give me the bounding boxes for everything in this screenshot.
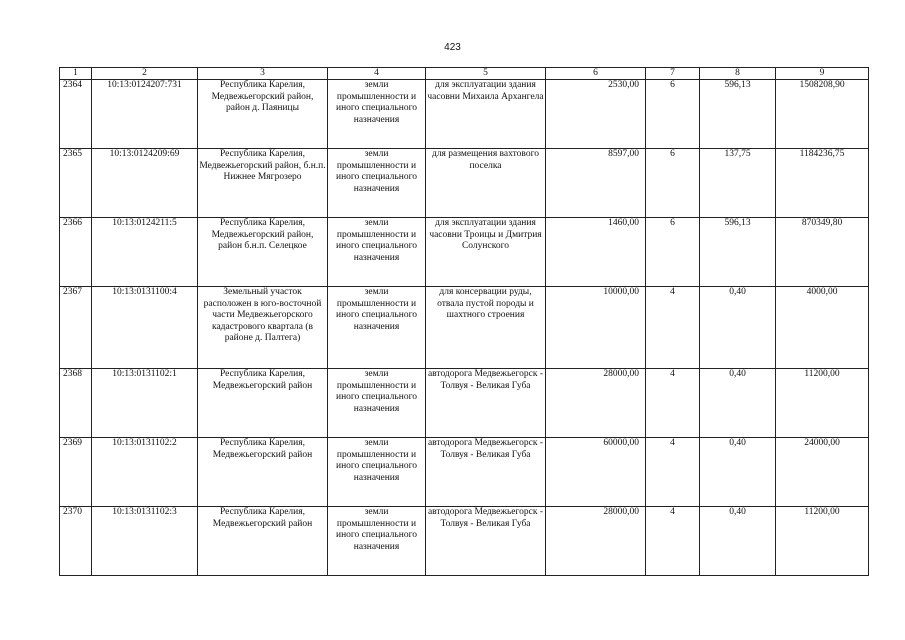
table-row <box>60 218 869 287</box>
column-header: 9 <box>776 68 869 80</box>
table-row <box>60 149 869 218</box>
specific-value-cell: 0,40 <box>700 438 776 507</box>
row-number-cell: 2367 <box>60 287 92 369</box>
cadastral-value-cell: 11200,00 <box>776 507 869 576</box>
land-category-cell: земли промышленности и иного специального назначения <box>328 287 426 369</box>
column-header: 2 <box>92 68 198 80</box>
area-cell: 10000,00 <box>546 287 646 369</box>
table-row <box>60 369 869 438</box>
location-cell: Республика Карелия, Медвежьегорский район, район б.н.п. Селецкое <box>198 218 328 287</box>
land-category-cell: земли промышленности и иного специального назначения <box>328 149 426 218</box>
area-cell: 1460,00 <box>546 218 646 287</box>
land-category-cell: земли промышленности и иного специального назначения <box>328 369 426 438</box>
location-cell: Республика Карелия, Медвежьегорский район, б.н.п. Нижнее Мягрозеро <box>198 149 328 218</box>
group-cell: 4 <box>646 369 700 438</box>
row-number-cell: 2368 <box>60 369 92 438</box>
table-row <box>60 80 869 149</box>
area-cell: 28000,00 <box>546 507 646 576</box>
group-cell: 4 <box>646 507 700 576</box>
row-number-cell: 2369 <box>60 438 92 507</box>
column-header: 8 <box>700 68 776 80</box>
group-cell: 6 <box>646 80 700 149</box>
permitted-use-cell: для эксплуатации здания часовни Михаила Архангела <box>426 80 546 149</box>
cadastral-value-cell: 1184236,75 <box>776 149 869 218</box>
location-cell: Республика Карелия, Медвежьегорский район <box>198 438 328 507</box>
location-cell: Республика Карелия, Медвежьегорский район <box>198 369 328 438</box>
permitted-use-cell: автодорога Медвежьегорск - Толвуя - Великая Губа <box>426 369 546 438</box>
cadastral-value-cell: 1508208,90 <box>776 80 869 149</box>
land-registry-table <box>59 67 869 576</box>
permitted-use-cell: для размещения вахтового поселка <box>426 149 546 218</box>
column-header: 4 <box>328 68 426 80</box>
column-header: 7 <box>646 68 700 80</box>
permitted-use-cell: для консервации руды, отвала пустой породы и шахтного строения <box>426 287 546 369</box>
cadastral-number-cell: 10:13:0131100:4 <box>92 287 198 369</box>
location-cell: Республика Карелия, Медвежьегорский район <box>198 507 328 576</box>
table-row <box>60 287 869 369</box>
area-cell: 2530,00 <box>546 80 646 149</box>
cadastral-value-cell: 24000,00 <box>776 438 869 507</box>
row-number-cell: 2365 <box>60 149 92 218</box>
area-cell: 28000,00 <box>546 369 646 438</box>
land-category-cell: земли промышленности и иного специального назначения <box>328 80 426 149</box>
specific-value-cell: 596,13 <box>700 218 776 287</box>
group-cell: 4 <box>646 438 700 507</box>
column-header: 1 <box>60 68 92 80</box>
specific-value-cell: 0,40 <box>700 507 776 576</box>
area-cell: 60000,00 <box>546 438 646 507</box>
cadastral-value-cell: 11200,00 <box>776 369 869 438</box>
land-category-cell: земли промышленности и иного специального назначения <box>328 218 426 287</box>
row-number-cell: 2366 <box>60 218 92 287</box>
group-cell: 6 <box>646 218 700 287</box>
column-header: 5 <box>426 68 546 80</box>
column-header: 3 <box>198 68 328 80</box>
row-number-cell: 2364 <box>60 80 92 149</box>
specific-value-cell: 137,75 <box>700 149 776 218</box>
area-cell: 8597,00 <box>546 149 646 218</box>
column-number-row <box>60 68 869 80</box>
cadastral-value-cell: 4000,00 <box>776 287 869 369</box>
specific-value-cell: 0,40 <box>700 369 776 438</box>
group-cell: 6 <box>646 149 700 218</box>
cadastral-value-cell: 870349,80 <box>776 218 869 287</box>
location-cell: Республика Карелия, Медвежьегорский район, район д. Паяницы <box>198 80 328 149</box>
land-category-cell: земли промышленности и иного специального назначения <box>328 507 426 576</box>
permitted-use-cell: автодорога Медвежьегорск - Толвуя - Великая Губа <box>426 438 546 507</box>
specific-value-cell: 596,13 <box>700 80 776 149</box>
land-category-cell: земли промышленности и иного специального назначения <box>328 438 426 507</box>
group-cell: 4 <box>646 287 700 369</box>
row-number-cell: 2370 <box>60 507 92 576</box>
table-row <box>60 507 869 576</box>
page-number: 423 <box>444 42 461 53</box>
cadastral-number-cell: 10:13:0124211:5 <box>92 218 198 287</box>
cadastral-number-cell: 10:13:0124207:731 <box>92 80 198 149</box>
cadastral-number-cell: 10:13:0131102:2 <box>92 438 198 507</box>
permitted-use-cell: для эксплуатации здания часовни Троицы и Дмитрия Солунского <box>426 218 546 287</box>
specific-value-cell: 0,40 <box>700 287 776 369</box>
permitted-use-cell: автодорога Медвежьегорск - Толвуя - Великая Губа <box>426 507 546 576</box>
cadastral-number-cell: 10:13:0131102:1 <box>92 369 198 438</box>
table-row <box>60 438 869 507</box>
column-header: 6 <box>546 68 646 80</box>
location-cell: Земельный участок расположен в юго-восточной части Медвежьегорского кадастрового квартала (в районе д. Палтега) <box>198 287 328 369</box>
cadastral-number-cell: 10:13:0124209:69 <box>92 149 198 218</box>
cadastral-number-cell: 10:13:0131102:3 <box>92 507 198 576</box>
